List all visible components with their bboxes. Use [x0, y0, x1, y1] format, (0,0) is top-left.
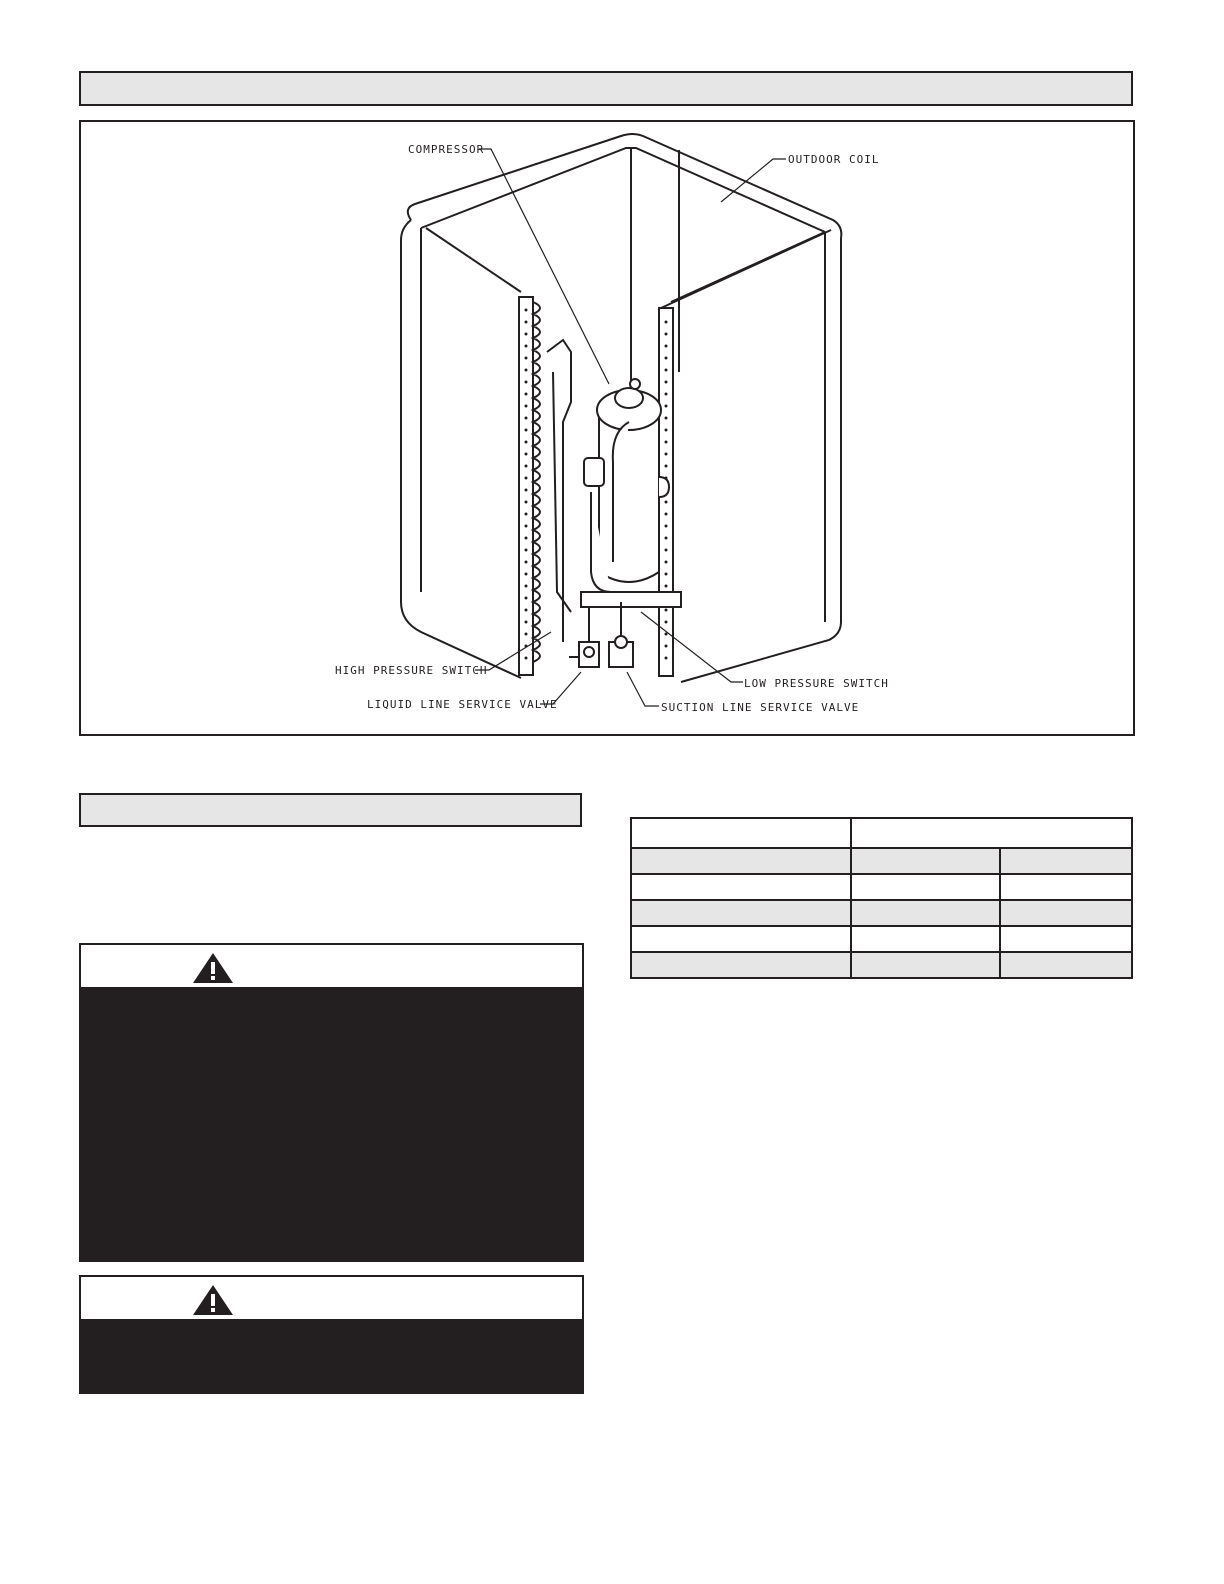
unit-diagram: [81, 122, 1133, 734]
warning-box-2: [79, 1275, 584, 1394]
label-outdoor-coil: OUTDOOR COIL: [788, 153, 880, 166]
table-cell: [851, 952, 1000, 978]
table-cell: [851, 900, 1000, 926]
table-row: [631, 900, 1132, 926]
table-cell: [1000, 848, 1132, 874]
table-row: [631, 848, 1132, 874]
table-cell: [851, 848, 1000, 874]
label-low-pressure-switch: LOW PRESSURE SWITCH: [744, 677, 889, 690]
section-header-bar-top: [79, 71, 1133, 106]
table-row: [631, 818, 1132, 848]
section-header-bar-left: [79, 793, 582, 827]
warning-header: [81, 945, 582, 987]
spec-table: [630, 817, 1133, 979]
table-cell: [631, 900, 851, 926]
table-cell: [631, 952, 851, 978]
table-cell: [631, 926, 851, 952]
table-cell: [1000, 900, 1132, 926]
table-cell: [631, 874, 851, 900]
label-compressor: COMPRESSOR: [408, 143, 485, 156]
table-cell: [851, 926, 1000, 952]
service-valves: [569, 602, 633, 667]
warning-triangle-icon: [191, 1283, 235, 1317]
table-cell: [1000, 874, 1132, 900]
coil-tube-bends: [533, 302, 571, 662]
table-header-cell: [631, 818, 851, 848]
left-coil-panel: [519, 297, 533, 675]
unit-diagram-figure: [79, 120, 1135, 736]
table-cell: [1000, 952, 1132, 978]
table-cell: [631, 848, 851, 874]
table-cell: [1000, 926, 1132, 952]
table-row: [631, 952, 1132, 978]
warning-header: [81, 1277, 582, 1319]
table-cell: [851, 874, 1000, 900]
warning-box-1: [79, 943, 584, 1262]
label-suction-line-service-valve: SUCTION LINE SERVICE VALVE: [661, 701, 860, 714]
warning-triangle-icon: [191, 951, 235, 985]
table-row: [631, 874, 1132, 900]
table-row: [631, 926, 1132, 952]
label-liquid-line-service-valve: LIQUID LINE SERVICE VALVE: [367, 698, 558, 711]
table-header-cell: [851, 818, 1132, 848]
label-high-pressure-switch: HIGH PRESSURE SWITCH: [335, 664, 488, 677]
